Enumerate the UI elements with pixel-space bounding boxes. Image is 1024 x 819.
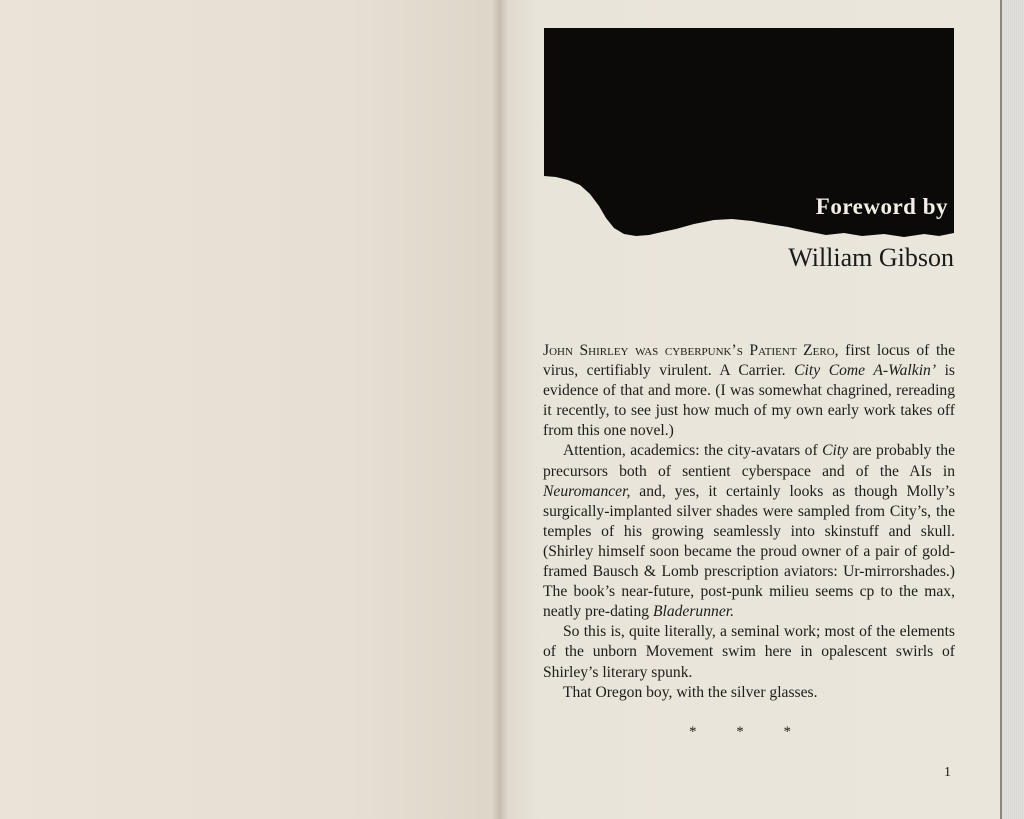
book-title: City Come A-Walkin’ — [794, 362, 937, 380]
left-page — [0, 0, 500, 819]
lead-in-small-caps: John Shirley was cyberpunk’s Patient Zero, — [543, 342, 839, 359]
neuromancer-title: Neuromancer, — [543, 482, 631, 500]
torn-title-banner — [544, 28, 954, 238]
text-run: Attention, academics: the city-avatars of — [563, 442, 823, 460]
foreword-body — [543, 341, 955, 703]
author-name: William Gibson — [788, 243, 954, 272]
city-italic: City — [822, 442, 849, 460]
bladerunner-title: Bladerunner. — [652, 603, 734, 621]
text-run: and, yes, it certainly looks as though Molly’s surgically-implanted silver shades were sampled from City’s, the temples of his growing seamlessly into skinstuff and skull. (Shirley himself soon became the proud owner of a pair of gold-framed Bausch & Lomb prescription aviators: Ur-mirrorshades.) The book’s near-future, post-punk milieu seems cp to the max, neatly pre-dating — [543, 482, 955, 621]
book-gutter — [492, 0, 508, 819]
page-edge-stack — [1000, 0, 1024, 819]
text-run: is evidence of that and more. (I was somewhat chagrined, rereading it recently, to see just how much of my own early work takes off from this one novel.) — [543, 362, 955, 440]
section-separator: * * * — [689, 724, 809, 740]
paragraph-3: So this is, quite literally, a seminal work; most of the elements of the unborn Movement swim here in opalescent swirls of Shirley’s literary spunk. — [543, 623, 955, 681]
paragraph-1 — [543, 341, 955, 441]
paragraph-2 — [543, 441, 955, 622]
text-run: first locus of the virus, certifiably virulent. A Carrier. — [543, 342, 955, 380]
paragraph-4: That Oregon boy, with the silver glasses. — [563, 683, 818, 701]
text-run: are probably the precursors both of sentient cyberspace and of the AIs in — [543, 442, 955, 480]
foreword-label: Foreword by — [815, 194, 948, 219]
page-number: 1 — [944, 765, 951, 780]
